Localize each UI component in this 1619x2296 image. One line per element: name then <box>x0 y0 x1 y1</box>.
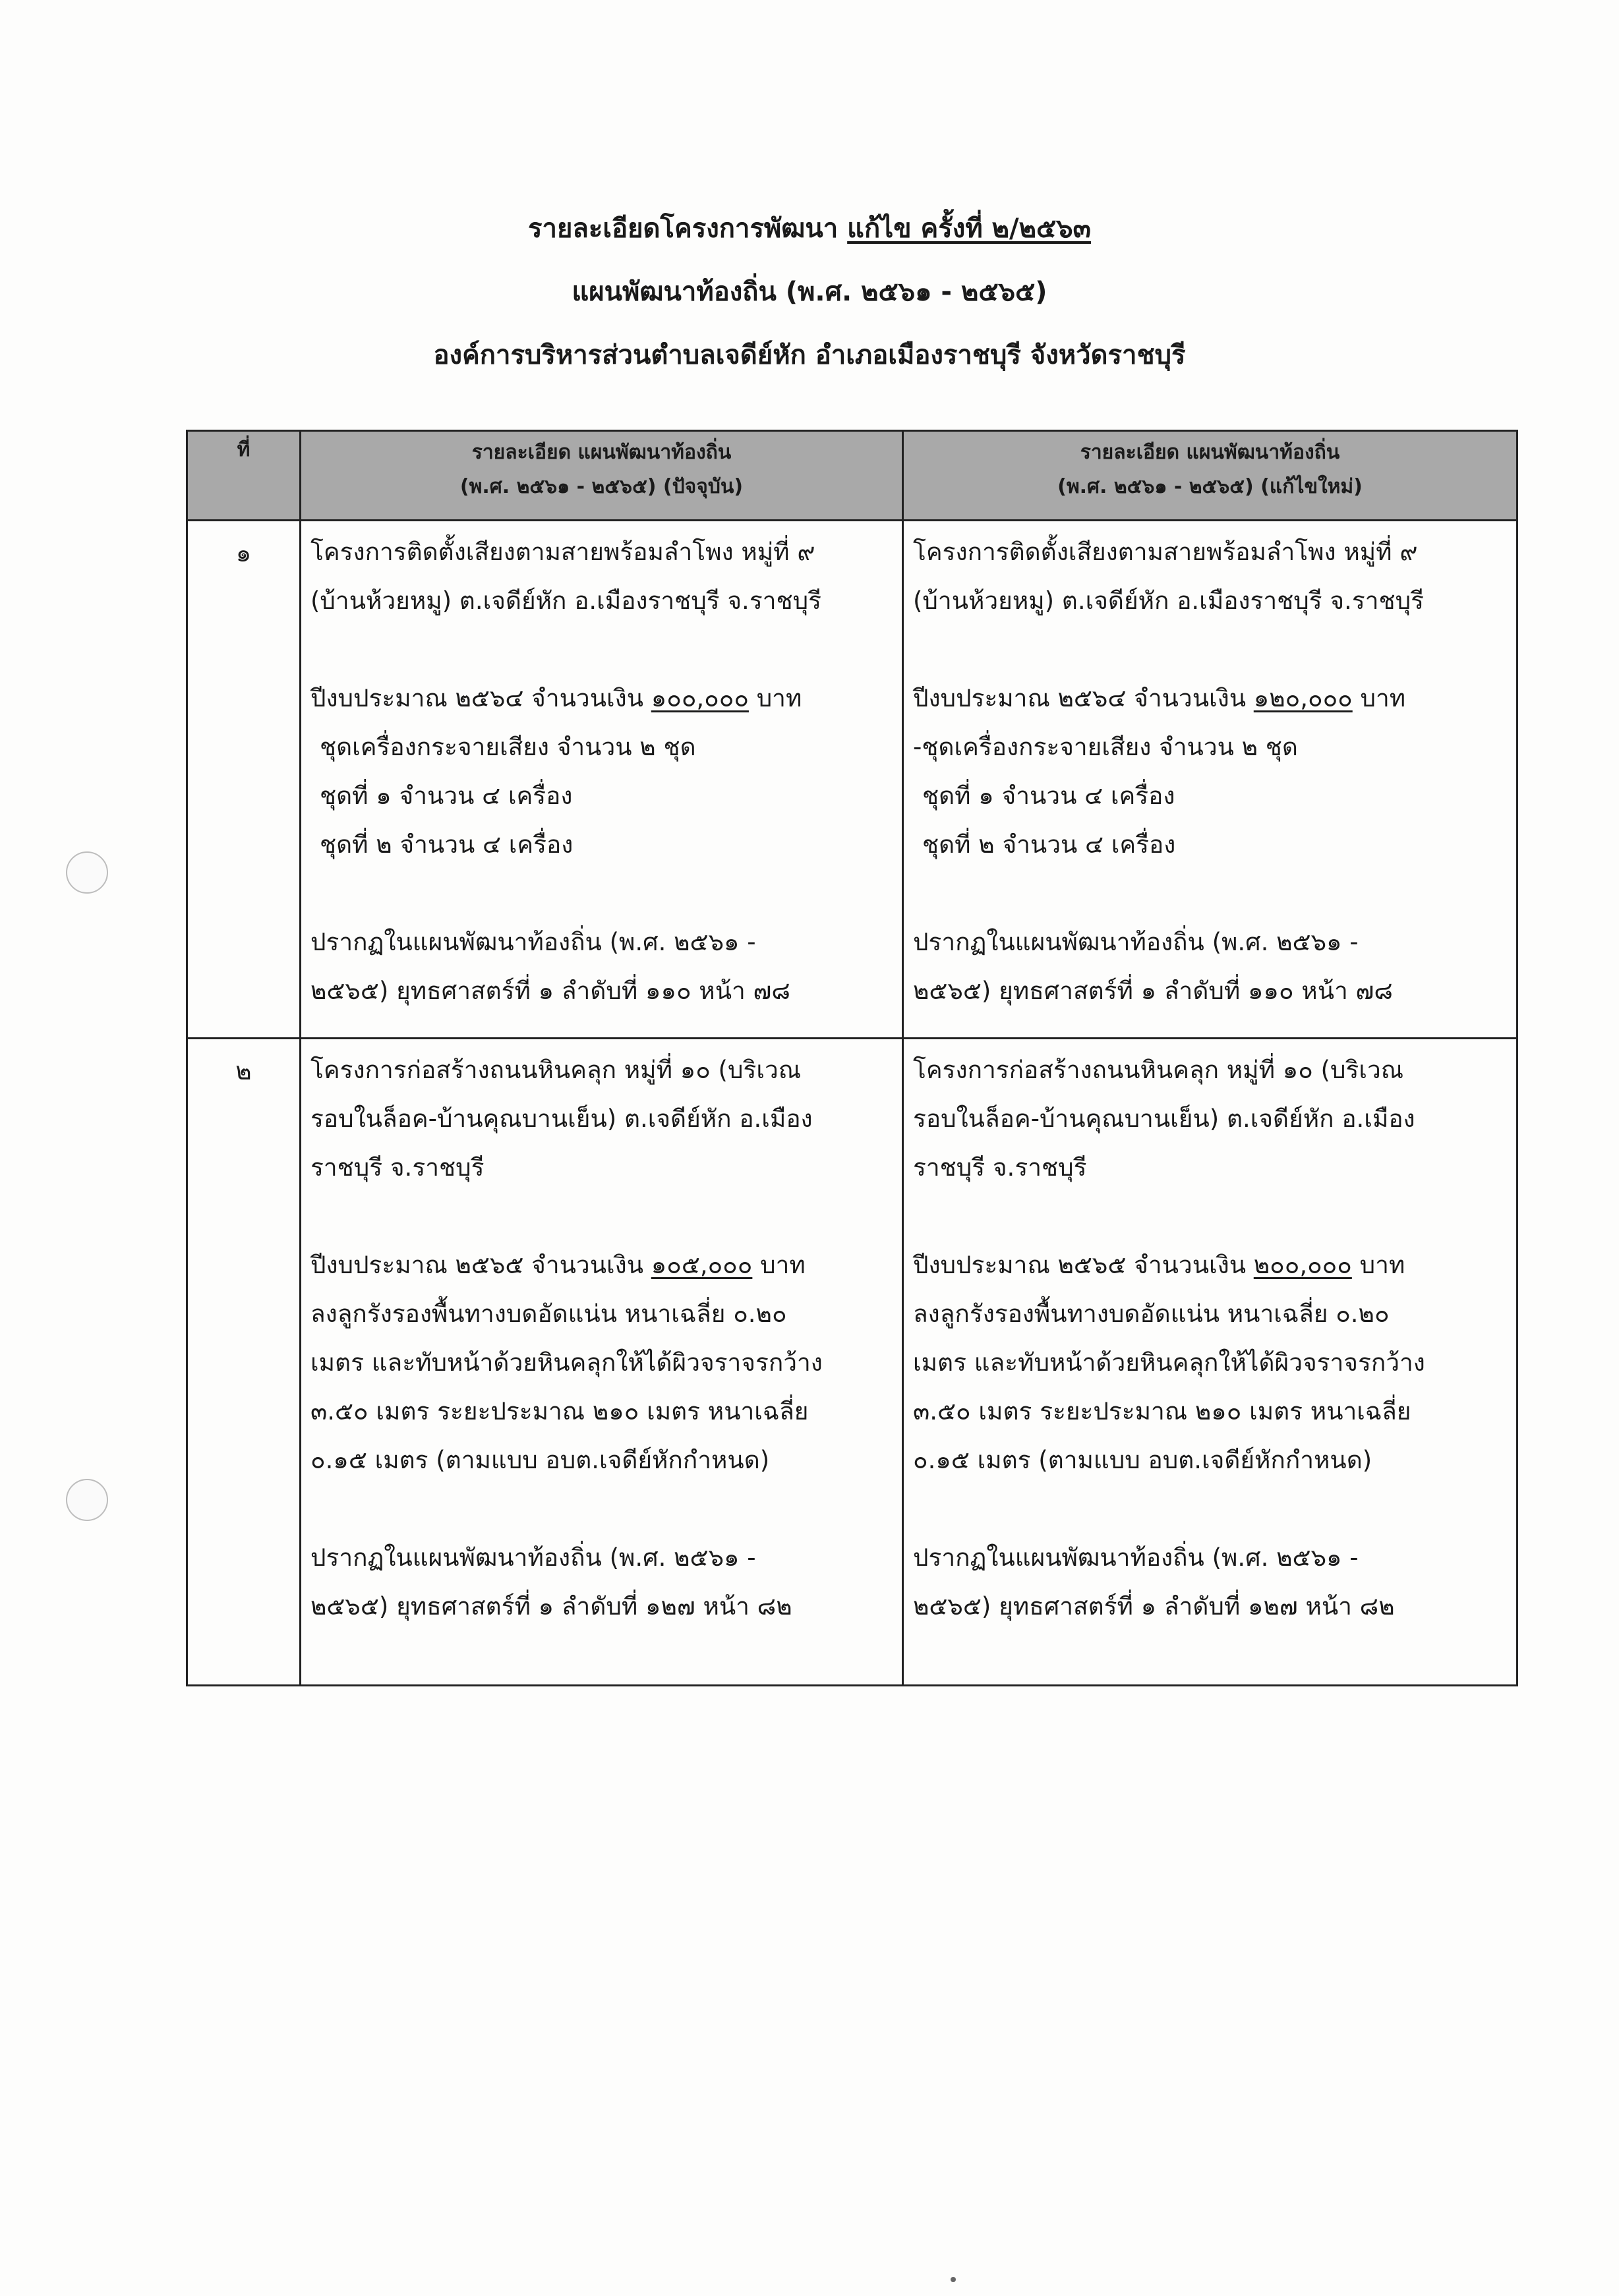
budget-amount: ๒๐๐,๐๐๐ <box>1253 1251 1352 1279</box>
header-revised <box>903 431 1517 521</box>
detail-line: -ชุดเครื่องกระจายเสียง จำนวน ๒ ชุด <box>913 733 1298 761</box>
row-revised-cell <box>903 1039 1517 1686</box>
header-number: ที่ <box>187 431 301 521</box>
project-line: โครงการก่อสร้างถนนหินคลุก หมู่ที่ ๑๐ (บริเวณ <box>913 1056 1404 1084</box>
punch-hole-bottom <box>66 1479 108 1521</box>
budget-line <box>310 674 893 723</box>
detail-line: ๓.๕๐ เมตร ระยะประมาณ ๒๑๐ เมตร หนาเฉลี่ย <box>913 1397 1411 1425</box>
reference-line: ๒๕๖๕) ยุทธศาสตร์ที่ ๑ ลำดับที่ ๑๑๐ หน้า ๗๘ <box>310 977 790 1005</box>
budget-unit: บาท <box>748 684 802 712</box>
budget-unit: บาท <box>752 1251 806 1279</box>
reference-line: ปรากฏในแผนพัฒนาท้องถิ่น (พ.ศ. ๒๕๖๑ - <box>913 928 1359 956</box>
punch-hole-top <box>66 851 108 894</box>
reference-line: ๒๕๖๕) ยุทธศาสตร์ที่ ๑ ลำดับที่ ๑๒๗ หน้า ๘๒ <box>913 1592 1395 1621</box>
project-line: รอบในล็อค-บ้านคุณบานเย็น) ต.เจดีย์หัก อ.เมือง <box>913 1105 1415 1133</box>
header-revised-line-2: (พ.ศ. ๒๕๖๑ - ๒๕๖๕) (แก้ไขใหม่) <box>1057 475 1363 498</box>
detail-line: ชุดที่ ๑ จำนวน ๔ เครื่อง <box>922 782 1175 810</box>
detail-line: ชุดที่ ๒ จำนวน ๔ เครื่อง <box>922 830 1176 859</box>
header-current-line-1: รายละเอียด แผนพัฒนาท้องถิ่น <box>471 441 732 464</box>
budget-label: ปีงบประมาณ ๒๕๖๕ จำนวนเงิน <box>310 1251 651 1279</box>
table-row <box>187 521 1517 1039</box>
reference-line: ๒๕๖๕) ยุทธศาสตร์ที่ ๑ ลำดับที่ ๑๒๗ หน้า ๘๒ <box>310 1592 792 1621</box>
project-line: ราชบุรี จ.ราชบุรี <box>310 1153 485 1182</box>
budget-unit: บาท <box>1352 684 1406 712</box>
document-title-block <box>0 210 1619 399</box>
project-line: โครงการติดตั้งเสียงตามสายพร้อมลำโพง หมู่ที่ ๙ <box>913 538 1418 566</box>
budget-line <box>913 674 1507 723</box>
header-current-line-2: (พ.ศ. ๒๕๖๑ - ๒๕๖๕) (ปัจจุบัน) <box>459 475 744 498</box>
title-line-3: องค์การบริหารส่วนตำบลเจดีย์หัก อำเภอเมืองราชบุรี จังหวัดราชบุรี <box>433 340 1186 370</box>
row-number: ๑ <box>187 521 301 1039</box>
budget-amount: ๑๒๐,๐๐๐ <box>1253 684 1353 712</box>
title-line-1-revision: แก้ไข ครั้งที่ ๒/๒๕๖๓ <box>847 214 1091 244</box>
reference-line: ปรากฏในแผนพัฒนาท้องถิ่น (พ.ศ. ๒๕๖๑ - <box>913 1543 1359 1572</box>
row-current-cell <box>301 521 903 1039</box>
detail-line: ลงลูกรังรองพื้นทางบดอัดแน่น หนาเฉลี่ย ๐.๒๐ <box>310 1300 787 1328</box>
header-current <box>301 431 903 521</box>
row-revised-cell <box>903 521 1517 1039</box>
budget-unit: บาท <box>1351 1251 1405 1279</box>
title-line-2: แผนพัฒนาท้องถิ่น (พ.ศ. ๒๕๖๑ - ๒๕๖๕) <box>572 277 1047 307</box>
detail-line: เมตร และทับหน้าด้วยหินคลุกให้ได้ผิวจราจรกว้าง <box>913 1348 1425 1377</box>
detail-line: ๐.๑๕ เมตร (ตามแบบ อบต.เจดีย์หักกำหนด) <box>310 1446 770 1474</box>
title-line-1 <box>0 210 1619 248</box>
plan-comparison-table <box>186 430 1518 1686</box>
detail-line: ๓.๕๐ เมตร ระยะประมาณ ๒๑๐ เมตร หนาเฉลี่ย <box>310 1397 809 1425</box>
reference-line: ปรากฏในแผนพัฒนาท้องถิ่น (พ.ศ. ๒๕๖๑ - <box>310 1543 756 1572</box>
budget-line <box>913 1241 1507 1290</box>
detail-line: ๐.๑๕ เมตร (ตามแบบ อบต.เจดีย์หักกำหนด) <box>913 1446 1372 1474</box>
budget-amount: ๑๐๐,๐๐๐ <box>651 684 749 712</box>
detail-line: ลงลูกรังรองพื้นทางบดอัดแน่น หนาเฉลี่ย ๐.๒๐ <box>913 1300 1390 1328</box>
project-line: โครงการติดตั้งเสียงตามสายพร้อมลำโพง หมู่ที่ ๙ <box>310 538 815 566</box>
title-line-1-text: รายละเอียดโครงการพัฒนา <box>528 214 848 244</box>
budget-label: ปีงบประมาณ ๒๕๖๔ จำนวนเงิน <box>913 684 1254 712</box>
budget-label: ปีงบประมาณ ๒๕๖๔ จำนวนเงิน <box>310 684 651 712</box>
budget-line <box>310 1241 893 1290</box>
budget-label: ปีงบประมาณ ๒๕๖๕ จำนวนเงิน <box>913 1251 1254 1279</box>
detail-line: ชุดที่ ๑ จำนวน ๔ เครื่อง <box>320 782 573 810</box>
row-number: ๒ <box>187 1039 301 1686</box>
detail-line: ชุดที่ ๒ จำนวน ๔ เครื่อง <box>320 830 574 859</box>
table-header-row <box>187 431 1517 521</box>
header-revised-line-1: รายละเอียด แผนพัฒนาท้องถิ่น <box>1080 441 1340 464</box>
budget-amount: ๑๐๕,๐๐๐ <box>651 1251 753 1279</box>
scan-speck <box>951 2277 956 2282</box>
project-line: โครงการก่อสร้างถนนหินคลุก หมู่ที่ ๑๐ (บริเวณ <box>310 1056 802 1084</box>
project-line: (บ้านห้วยหมู) ต.เจดีย์หัก อ.เมืองราชบุรี จ.ราชบุรี <box>913 587 1424 615</box>
reference-line: ปรากฏในแผนพัฒนาท้องถิ่น (พ.ศ. ๒๕๖๑ - <box>310 928 756 956</box>
detail-line: เมตร และทับหน้าด้วยหินคลุกให้ได้ผิวจราจรกว้าง <box>310 1348 823 1377</box>
row-current-cell <box>301 1039 903 1686</box>
project-line: ราชบุรี จ.ราชบุรี <box>913 1153 1087 1182</box>
project-line: รอบในล็อค-บ้านคุณบานเย็น) ต.เจดีย์หัก อ.เมือง <box>310 1105 813 1133</box>
table-row <box>187 1039 1517 1686</box>
reference-line: ๒๕๖๕) ยุทธศาสตร์ที่ ๑ ลำดับที่ ๑๑๐ หน้า ๗๘ <box>913 977 1393 1005</box>
project-line: (บ้านห้วยหมู) ต.เจดีย์หัก อ.เมืองราชบุรี จ.ราชบุรี <box>310 587 821 615</box>
detail-line: ชุดเครื่องกระจายเสียง จำนวน ๒ ชุด <box>320 733 696 761</box>
